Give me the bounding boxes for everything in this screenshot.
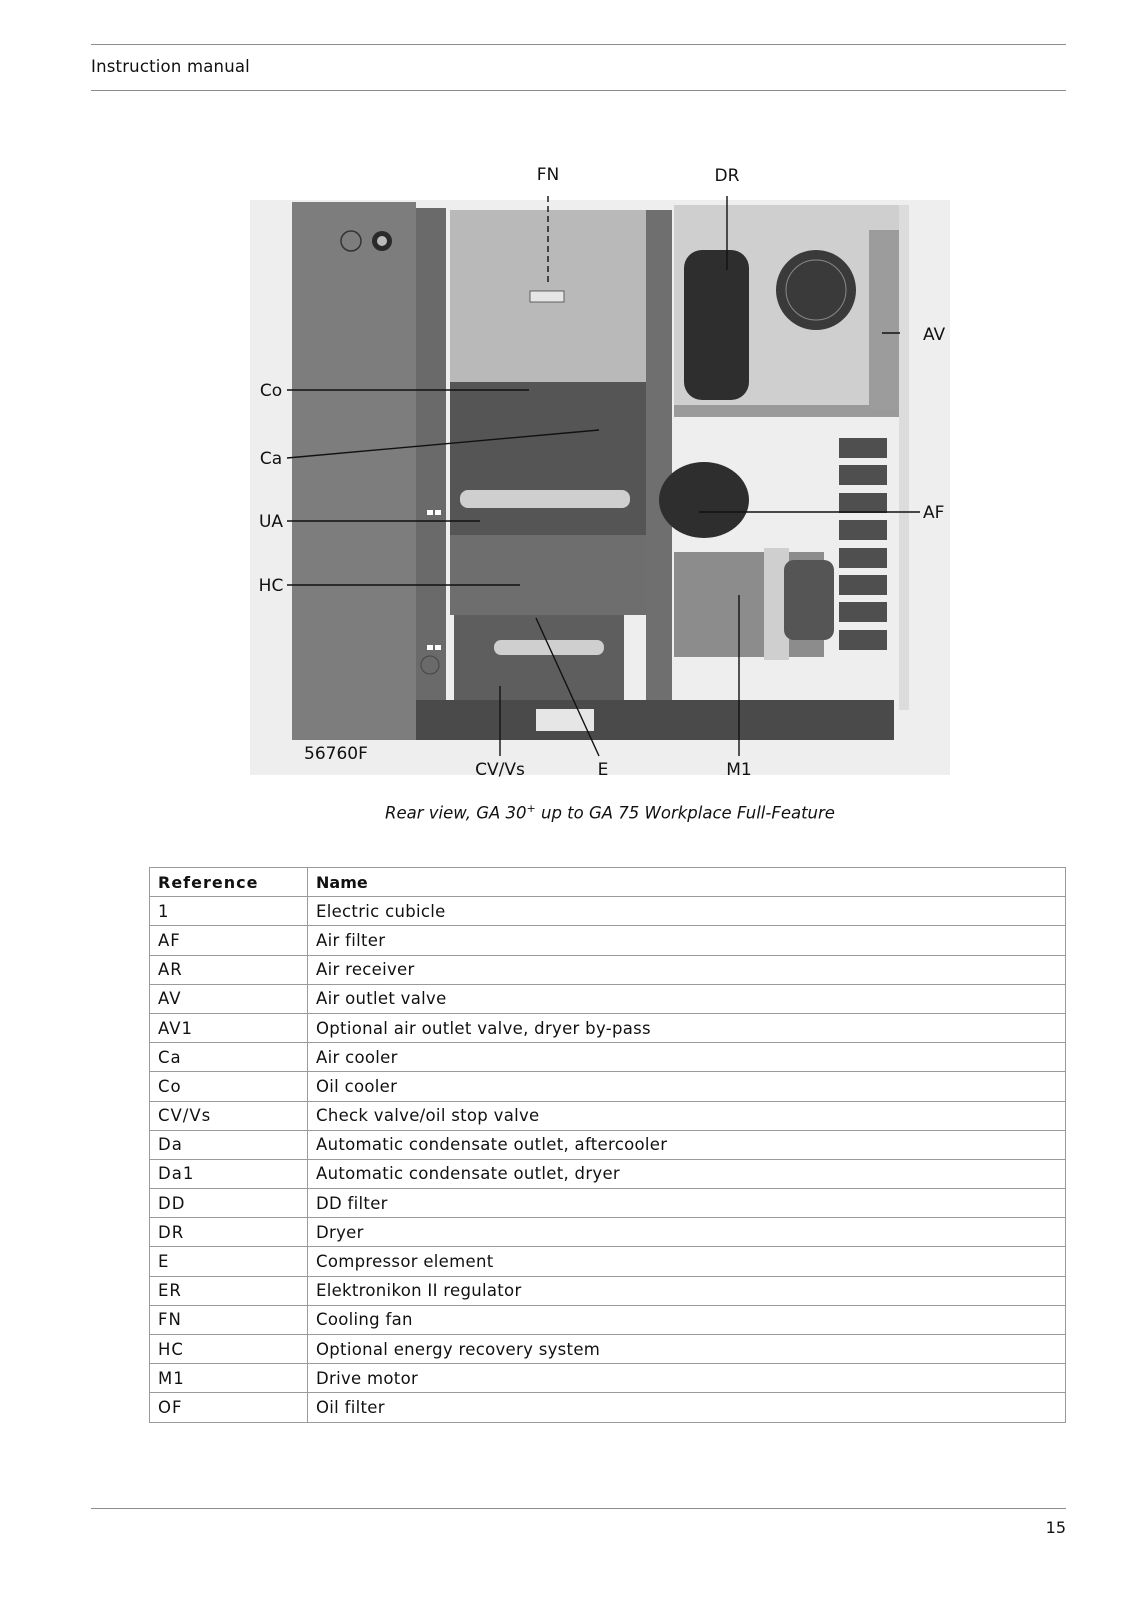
caption-text-after: up to GA 75 Workplace Full-Feature [535, 803, 835, 823]
callout-FN: FN [536, 165, 560, 185]
compressor-rear-view-figure [244, 160, 969, 792]
table-row [150, 1218, 1066, 1247]
callout-UA: UA [258, 512, 284, 532]
reference-cell: M1 [150, 1364, 308, 1393]
table-row [150, 1364, 1066, 1393]
name-cell: Air outlet valve [308, 984, 1066, 1013]
figure-caption [0, 802, 1130, 823]
callout-Co: Co [259, 381, 283, 401]
name-cell: Automatic condensate outlet, dryer [308, 1159, 1066, 1188]
reference-cell: FN [150, 1305, 308, 1334]
name-cell: Drive motor [308, 1364, 1066, 1393]
table-row [150, 897, 1066, 926]
name-cell: Air filter [308, 926, 1066, 955]
figure-id-code: 56760F [304, 744, 368, 764]
table-row [150, 955, 1066, 984]
table-row [150, 1130, 1066, 1159]
reference-cell: Da [150, 1130, 308, 1159]
caption-text-before: Rear view, GA 30 [385, 803, 527, 823]
caption-superscript: + [526, 802, 536, 815]
reference-cell: DD [150, 1189, 308, 1218]
reference-cell: AV1 [150, 1013, 308, 1042]
reference-cell: CV/Vs [150, 1101, 308, 1130]
reference-cell: AV [150, 984, 308, 1013]
name-cell: Compressor element [308, 1247, 1066, 1276]
page-number: 15 [1045, 1518, 1066, 1537]
reference-cell: Ca [150, 1043, 308, 1072]
name-cell: Dryer [308, 1218, 1066, 1247]
reference-cell: AR [150, 955, 308, 984]
reference-cell: Da1 [150, 1159, 308, 1188]
reference-cell: 1 [150, 897, 308, 926]
base-frame [416, 700, 894, 740]
callout-AF: AF [923, 503, 945, 523]
reference-cell: DR [150, 1218, 308, 1247]
header-rule-top [91, 44, 1066, 45]
name-cell: Electric cubicle [308, 897, 1066, 926]
table-row [150, 1189, 1066, 1218]
reference-cell: ER [150, 1276, 308, 1305]
callout-DR: DR [714, 166, 740, 186]
reference-table [149, 867, 1066, 1423]
header-rule-bottom [91, 90, 1066, 91]
name-cell: Cooling fan [308, 1305, 1066, 1334]
table-row [150, 984, 1066, 1013]
reference-cell: E [150, 1247, 308, 1276]
name-cell: Optional energy recovery system [308, 1335, 1066, 1364]
column-header-name: Name [308, 868, 1066, 897]
reference-cell: AF [150, 926, 308, 955]
reference-table-body [150, 897, 1066, 1422]
name-cell: Automatic condensate outlet, aftercooler [308, 1130, 1066, 1159]
table-row [150, 926, 1066, 955]
table-row [150, 1276, 1066, 1305]
name-cell: Elektronikon II regulator [308, 1276, 1066, 1305]
table-row [150, 1393, 1066, 1422]
reference-cell: OF [150, 1393, 308, 1422]
callout-Ca: Ca [259, 449, 283, 469]
name-cell: Oil filter [308, 1393, 1066, 1422]
callout-AV: AV [923, 325, 946, 345]
name-cell: Air receiver [308, 955, 1066, 984]
name-cell: Oil cooler [308, 1072, 1066, 1101]
table-row [150, 1101, 1066, 1130]
footer-rule [91, 1508, 1066, 1509]
name-cell: Air cooler [308, 1043, 1066, 1072]
table-row [150, 1043, 1066, 1072]
reference-cell: HC [150, 1335, 308, 1364]
callout-CV-Vs: CV/Vs [475, 760, 525, 780]
table-row [150, 1247, 1066, 1276]
name-cell: Optional air outlet valve, dryer by-pass [308, 1013, 1066, 1042]
table-row [150, 1072, 1066, 1101]
callout-E: E [597, 760, 609, 780]
electric-cubicle-panel [292, 202, 416, 740]
callout-HC: HC [258, 576, 284, 596]
table-row [150, 1335, 1066, 1364]
name-cell: DD filter [308, 1189, 1066, 1218]
name-cell: Check valve/oil stop valve [308, 1101, 1066, 1130]
reference-cell: Co [150, 1072, 308, 1101]
table-row [150, 1013, 1066, 1042]
energy-recovery-box [450, 535, 646, 615]
table-row [150, 1305, 1066, 1334]
page-header-title: Instruction manual [91, 57, 250, 76]
table-header-row [150, 868, 1066, 897]
callout-M1: M1 [726, 760, 752, 780]
column-header-reference: Reference [150, 868, 308, 897]
table-row [150, 1159, 1066, 1188]
